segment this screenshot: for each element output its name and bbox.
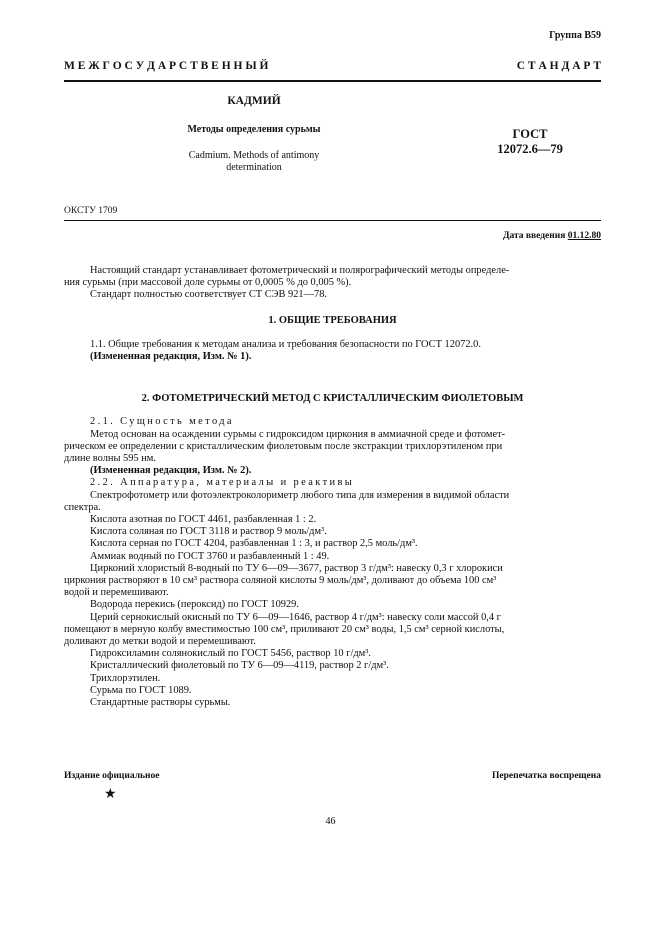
document-title: КАДМИЙ (227, 95, 281, 107)
introduction-date (503, 231, 601, 241)
section-1-paragraph: 1.1. Общие требования к методам анализа и требования безопасности по ГОСТ 12072.0. (90, 338, 481, 350)
official-edition-label: Издание официальное (64, 771, 160, 781)
okstu-code: ОКСТУ 1709 (64, 206, 118, 216)
reagent-line: Водорода перекись (пероксид) по ГОСТ 10929. (90, 599, 299, 611)
reagent-line: Спектрофотометр или фотоэлектроколориметр любого типа для измерения в видимой области (90, 489, 510, 501)
introduction-date-value: 01.12.80 (567, 231, 601, 241)
english-title-line-1: Cadmium. Methods of antimony (188, 150, 320, 161)
gost-label: ГОСТ (512, 127, 548, 141)
subsection-2-2: 2.2. Аппаратура, материалы и реактивы (90, 477, 355, 489)
group-label: Группа В59 (549, 30, 601, 41)
standard-banner (64, 60, 601, 72)
section-2-amendment: (Измененная редакция, Изм. № 2). (90, 465, 252, 477)
reagent-line: Сурьма по ГОСТ 1089. (90, 684, 192, 696)
section-1-heading: 1. ОБЩИЕ ТРЕБОВАНИЯ (268, 314, 397, 326)
reagent-line: Церий сернокислый окисный по ТУ 6—09—1646, раствор 4 г/дм³: навеску соли массой 0,4 г (90, 611, 501, 623)
english-title-line-2: determination (226, 162, 282, 173)
section-2-heading: 2. ФОТОМЕТРИЧЕСКИЙ МЕТОД С КРИСТАЛЛИЧЕСКИМ ФИОЛЕТОВЫМ (141, 393, 524, 405)
reagent-line: Кристаллический фиолетовый по ТУ 6—09—4119, раствор 2 г/дм³. (90, 660, 389, 672)
reagent-line: циркония растворяют в 10 см³ раствора соляной кислоты 9 моль/дм³, доливают до объема 100 см³ (64, 575, 497, 587)
gost-code: 12072.6—79 (497, 142, 563, 156)
intro-line: Стандарт полностью соответствует СТ СЭВ 921—78. (90, 289, 328, 301)
reagent-line: Трихлорэтилен. (90, 672, 161, 684)
introduction-date-label: Дата введения (502, 231, 568, 241)
reagent-line: Кислота азотная по ГОСТ 4461, разбавленная 1 : 2. (90, 514, 317, 526)
banner-interstate: М Е Ж Г О С У Д А Р С Т В Е Н Н Ы Й (64, 60, 269, 72)
intro-line: Настоящий стандарт устанавливает фотометрический и полярографический методы определе- (90, 265, 510, 276)
header-divider (64, 220, 601, 221)
reagent-line: Гидроксиламин солянокислый по ГОСТ 5456, раствор 10 г/дм³. (90, 648, 371, 660)
reagent-line: Кислота серная по ГОСТ 4204, разбавленная 1 : 3, и раствор 2,5 моль/дм³. (90, 538, 418, 550)
method-line: рическом ее определении с кристаллическим фиолетовым после экстракции трихлорэтиленом при (64, 440, 503, 452)
reagent-line: Цирконий хлористый 8-водный по ТУ 6—09—3677, раствор 3 г/дм³: навеску 0,3 г хлорокиси (90, 562, 503, 574)
banner-divider (64, 80, 601, 82)
section-1-amendment: (Измененная редакция, Изм. № 1). (90, 351, 252, 363)
subsection-2-1: 2.1. Сущность метода (90, 416, 234, 428)
reagent-line: Стандартные растворы сурьмы. (90, 697, 231, 709)
reagent-line: Кислота соляная по ГОСТ 3118 и раствор 9 моль/дм³. (90, 526, 327, 538)
reagent-line: помещают в мерную колбу вместимостью 100 см³, приливают 20 см³ воды, 1,5 см³ серной кислоты, (64, 623, 505, 635)
star-icon: ★ (104, 787, 117, 802)
reagent-line: Аммиак водный по ГОСТ 3760 и разбавленный 1 : 49. (90, 550, 330, 562)
reprint-prohibited-label: Перепечатка воспрещена (491, 771, 601, 781)
reagent-line: водой и перемешивают. (64, 587, 169, 599)
intro-line: ния сурьмы (при массовой доле сурьмы от 0,0005 % до 0,005 %). (64, 277, 352, 289)
reagent-line: доливают до метки водой и перемешивают. (64, 636, 256, 648)
gost-number (470, 127, 590, 157)
document-body (64, 265, 601, 709)
banner-standard: С Т А Н Д А Р Т (516, 60, 601, 72)
page-number: 46 (325, 816, 336, 827)
method-line: длине волны 595 нм. (64, 453, 156, 465)
reagent-line: спектра. (64, 501, 101, 513)
document-subtitle: Методы определения сурьмы (187, 124, 321, 135)
english-title (64, 150, 444, 174)
method-line: Метод основан на осаждении сурьмы с гидроксидом циркония в аммиачной среде и фотомет- (90, 428, 506, 440)
